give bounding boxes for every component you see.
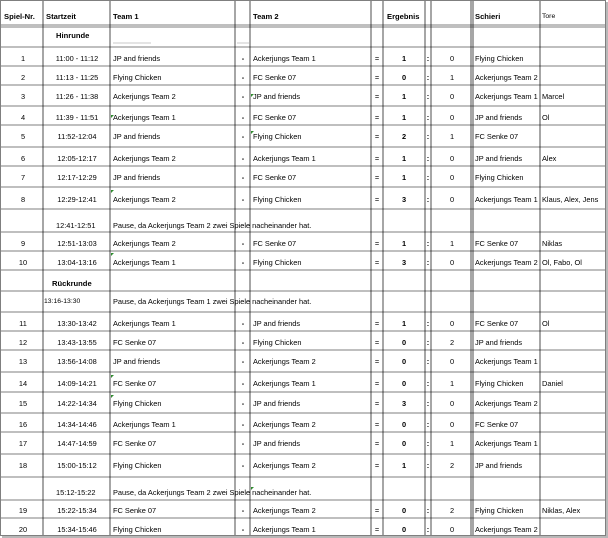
score-colon: : [426, 399, 430, 408]
team2-name: Flying Chicken [253, 258, 302, 267]
game-number: 17 [18, 439, 28, 448]
vs-dash: - [241, 506, 245, 515]
cell-comment-marker [111, 375, 114, 378]
score-team2: 0 [449, 399, 455, 408]
score-team1: 1 [401, 319, 407, 328]
team2-name: FC Senke 07 [253, 173, 297, 182]
team1-name: Ackerjungs Team 1 [113, 420, 176, 429]
team1-name: FC Senke 07 [113, 338, 157, 347]
pause-time: 12:41-12:51 [56, 221, 96, 230]
equals-sign: = [374, 338, 380, 347]
referee-name: FC Senke 07 [475, 132, 519, 141]
game-number: 10 [18, 258, 28, 267]
score-team1: 2 [401, 132, 407, 141]
team1-name: Flying Chicken [113, 399, 162, 408]
game-number: 13 [18, 357, 28, 366]
start-time: 15:22-15:34 [57, 506, 97, 515]
header-team1: Team 1 [113, 12, 139, 21]
team1-name: Flying Chicken [113, 461, 162, 470]
score-team1: 3 [401, 258, 407, 267]
score-team2: 0 [449, 113, 455, 122]
score-colon: : [426, 173, 430, 182]
start-time: 14:47-14:59 [57, 439, 97, 448]
score-team1: 0 [401, 525, 407, 534]
score-colon: : [426, 154, 430, 163]
scorers-text: Marcel [542, 92, 565, 101]
score-team1: 0 [401, 420, 407, 429]
referee-name: Ackerjungs Team 1 [475, 439, 538, 448]
team2-name: Ackerjungs Team 1 [253, 379, 316, 388]
start-time: 12:51-13:03 [57, 239, 97, 248]
referee-name: JP and friends [475, 154, 523, 163]
game-number: 19 [18, 506, 28, 515]
header-team2: Team 2 [253, 12, 279, 21]
team1-name: FC Senke 07 [113, 506, 157, 515]
score-team2: 0 [449, 525, 455, 534]
scorers-text: Niklas, Alex [542, 506, 581, 515]
vs-dash: - [241, 357, 245, 366]
team2-name: Ackerjungs Team 2 [253, 357, 316, 366]
equals-sign: = [374, 195, 380, 204]
vs-dash: - [241, 379, 245, 388]
pause-text: Pause, da Ackerjungs Team 2 zwei Spiele nacheinander hat. [113, 488, 312, 497]
team2-name: Ackerjungs Team 2 [253, 506, 316, 515]
score-team1: 3 [401, 195, 407, 204]
equals-sign: = [374, 239, 380, 248]
scorers-text: Ol [542, 319, 550, 328]
score-team2: 0 [449, 195, 455, 204]
equals-sign: = [374, 92, 380, 101]
vs-dash: - [241, 439, 245, 448]
start-time: 11:39 - 11:51 [55, 113, 99, 122]
vs-dash: - [241, 525, 245, 534]
pause-text: Pause, da Ackerjungs Team 1 zwei Spiele nacheinander hat. [113, 297, 312, 306]
score-colon: : [426, 113, 430, 122]
score-team2: 2 [449, 506, 455, 515]
score-team2: 1 [449, 73, 455, 82]
score-team2: 0 [449, 54, 455, 63]
score-team1: 3 [401, 399, 407, 408]
team2-name: Flying Chicken [253, 132, 302, 141]
equals-sign: = [374, 357, 380, 366]
score-team1: 0 [401, 73, 407, 82]
team2-name: JP and friends [253, 92, 301, 101]
vs-dash: - [241, 113, 245, 122]
team2-name: Ackerjungs Team 1 [253, 154, 316, 163]
score-team1: 1 [401, 461, 407, 470]
score-team1: 1 [401, 154, 407, 163]
scorers-text: Niklas [542, 239, 563, 248]
score-colon: : [426, 73, 430, 82]
score-colon: : [426, 338, 430, 347]
score-team2: 0 [449, 92, 455, 101]
game-number: 15 [18, 399, 28, 408]
vs-dash: - [241, 195, 245, 204]
referee-name: Flying Chicken [475, 379, 524, 388]
cell-comment-marker [251, 487, 254, 490]
game-number: 12 [18, 338, 28, 347]
game-number: 2 [20, 73, 26, 82]
scorers-text: Klaus, Alex, Jens [542, 195, 599, 204]
game-number: 4 [20, 113, 26, 122]
score-colon: : [426, 239, 430, 248]
referee-name: Ackerjungs Team 1 [475, 195, 538, 204]
score-colon: : [426, 92, 430, 101]
start-time: 13:43-13:55 [57, 338, 97, 347]
team1-name: JP and friends [113, 357, 161, 366]
pause-time: 15:12-15:22 [56, 488, 96, 497]
vs-dash: - [241, 92, 245, 101]
referee-name: FC Senke 07 [475, 420, 519, 429]
referee-name: Ackerjungs Team 2 [475, 73, 538, 82]
equals-sign: = [374, 54, 380, 63]
game-number: 11 [19, 319, 27, 328]
cell-comment-marker [251, 131, 254, 134]
referee-name: Ackerjungs Team 1 [475, 92, 538, 101]
start-time: 11:26 - 11:38 [55, 92, 99, 101]
referee-name: Ackerjungs Team 2 [475, 258, 538, 267]
team1-name: Ackerjungs Team 1 [113, 319, 176, 328]
score-team2: 2 [449, 338, 455, 347]
vs-dash: - [241, 132, 245, 141]
score-team1: 0 [401, 506, 407, 515]
team2-name: Ackerjungs Team 1 [253, 54, 316, 63]
score-colon: : [426, 319, 430, 328]
score-team1: 1 [401, 54, 407, 63]
team1-name: Ackerjungs Team 2 [113, 154, 176, 163]
pause-text: Pause, da Ackerjungs Team 2 zwei Spiele nacheinander hat. [113, 221, 312, 230]
team2-name: JP and friends [253, 399, 301, 408]
team2-name: Flying Chicken [253, 338, 302, 347]
start-time: 12:17-12:29 [57, 173, 97, 182]
equals-sign: = [374, 439, 380, 448]
referee-name: JP and friends [475, 338, 523, 347]
game-number: 7 [20, 173, 26, 182]
score-team1: 0 [401, 338, 407, 347]
team1-name: Ackerjungs Team 2 [113, 195, 176, 204]
team2-name: JP and friends [253, 319, 301, 328]
score-colon: : [426, 357, 430, 366]
team1-name: JP and friends [113, 173, 161, 182]
section-rueckrunde-label: Rückrunde [52, 279, 92, 288]
header-ergebnis: Ergebnis [387, 12, 420, 21]
start-time: 12:05-12:17 [57, 154, 97, 163]
equals-sign: = [374, 132, 380, 141]
team1-name: FC Senke 07 [113, 439, 157, 448]
score-team1: 1 [401, 113, 407, 122]
game-number: 20 [18, 525, 28, 534]
header-spiel-nr: Spiel-Nr. [4, 12, 35, 21]
equals-sign: = [374, 173, 380, 182]
vs-dash: - [241, 399, 245, 408]
score-team2: 0 [449, 258, 455, 267]
team1-name: FC Senke 07 [113, 379, 157, 388]
vs-dash: - [241, 420, 245, 429]
score-team2: 1 [449, 239, 455, 248]
game-number: 8 [20, 195, 26, 204]
vs-dash: - [241, 461, 245, 470]
score-team1: 1 [401, 173, 407, 182]
scorers-text: Daniel [542, 379, 563, 388]
score-colon: : [426, 420, 430, 429]
score-colon: : [426, 132, 430, 141]
score-team2: 0 [449, 357, 455, 366]
score-colon: : [426, 525, 430, 534]
game-number: 16 [18, 420, 28, 429]
equals-sign: = [374, 399, 380, 408]
equals-sign: = [374, 461, 380, 470]
team1-name: Ackerjungs Team 2 [113, 239, 176, 248]
header-startzeit: Startzeit [46, 12, 76, 21]
start-time: 15:34-15:46 [57, 525, 97, 534]
start-time: 14:22-14:34 [57, 399, 97, 408]
score-team2: 1 [449, 132, 455, 141]
team1-name: JP and friends [113, 132, 161, 141]
pause-time: 13:16-13:30 [44, 298, 81, 305]
score-colon: : [426, 258, 430, 267]
game-number: 18 [18, 461, 28, 470]
score-colon: : [426, 195, 430, 204]
start-time: 11:13 - 11:25 [55, 73, 99, 82]
score-team2: 0 [449, 154, 455, 163]
team2-name: JP and friends [253, 439, 301, 448]
team1-name: Ackerjungs Team 2 [113, 92, 176, 101]
scorers-text: Ol [542, 113, 550, 122]
vs-dash: - [241, 319, 245, 328]
score-team1: 0 [401, 439, 407, 448]
score-colon: : [426, 379, 430, 388]
team2-name: Ackerjungs Team 1 [253, 525, 316, 534]
team2-name: Flying Chicken [253, 195, 302, 204]
start-time: 11:52-12:04 [57, 132, 97, 141]
start-time: 14:09-14:21 [57, 379, 97, 388]
start-time: 13:04-13:16 [57, 258, 97, 267]
team2-name: Ackerjungs Team 2 [253, 420, 316, 429]
referee-name: JP and friends [475, 461, 523, 470]
equals-sign: = [374, 525, 380, 534]
equals-sign: = [374, 73, 380, 82]
cell-comment-marker [111, 395, 114, 398]
start-time: 11:00 - 11:12 [55, 54, 99, 63]
score-team1: 1 [401, 92, 407, 101]
team1-name: Flying Chicken [113, 73, 162, 82]
cell-comment-marker [111, 190, 114, 193]
vs-dash: - [241, 154, 245, 163]
score-team2: 0 [449, 319, 455, 328]
referee-name: Ackerjungs Team 1 [475, 357, 538, 366]
vs-dash: - [241, 258, 245, 267]
game-number: 6 [20, 154, 26, 163]
header-tore: Tore [542, 13, 556, 20]
score-colon: : [426, 54, 430, 63]
referee-name: FC Senke 07 [475, 319, 519, 328]
equals-sign: = [374, 258, 380, 267]
vs-dash: - [241, 173, 245, 182]
team1-name: JP and friends [113, 54, 161, 63]
cell-comment-marker [111, 253, 114, 256]
referee-name: Flying Chicken [475, 506, 524, 515]
game-number: 14 [18, 379, 28, 388]
equals-sign: = [374, 113, 380, 122]
referee-name: Ackerjungs Team 2 [475, 399, 538, 408]
referee-name: FC Senke 07 [475, 239, 519, 248]
vs-dash: - [241, 239, 245, 248]
cell-comment-marker [111, 115, 114, 118]
equals-sign: = [374, 319, 380, 328]
start-time: 15:00-15:12 [57, 461, 97, 470]
score-team2: 2 [449, 461, 455, 470]
team1-name: Flying Chicken [113, 525, 162, 534]
referee-name: Flying Chicken [475, 173, 524, 182]
start-time: 12:29-12:41 [57, 195, 97, 204]
equals-sign: = [374, 420, 380, 429]
score-team1: 0 [401, 357, 407, 366]
equals-sign: = [374, 154, 380, 163]
team2-name: Ackerjungs Team 2 [253, 461, 316, 470]
start-time: 14:34-14:46 [57, 420, 97, 429]
team2-name: FC Senke 07 [253, 73, 297, 82]
score-team2: 0 [449, 420, 455, 429]
team1-name: Ackerjungs Team 1 [113, 258, 176, 267]
section-hinrunde-label: Hinrunde [56, 31, 90, 40]
referee-name: Ackerjungs Team 2 [475, 525, 538, 534]
team2-name: FC Senke 07 [253, 239, 297, 248]
vs-dash: - [241, 338, 245, 347]
game-number: 3 [20, 92, 26, 101]
team1-name: Ackerjungs Team 1 [113, 113, 176, 122]
header-schieri: Schieri [475, 12, 501, 21]
vs-dash: - [241, 73, 245, 82]
start-time: 13:30-13:42 [57, 319, 97, 328]
score-colon: : [426, 439, 430, 448]
equals-sign: = [374, 506, 380, 515]
game-number: 1 [20, 54, 26, 63]
score-team1: 0 [401, 379, 407, 388]
score-colon: : [426, 461, 430, 470]
vs-dash: - [241, 54, 245, 63]
score-team1: 1 [401, 239, 407, 248]
cell-comment-marker [251, 94, 254, 97]
referee-name: Flying Chicken [475, 54, 524, 63]
score-team2: 1 [449, 379, 455, 388]
score-team2: 1 [449, 439, 455, 448]
start-time: 13:56-14:08 [57, 357, 97, 366]
scorers-text: Ol, Fabo, Ol [542, 258, 582, 267]
scorers-text: Alex [542, 154, 557, 163]
score-team2: 0 [449, 173, 455, 182]
game-number: 5 [20, 132, 26, 141]
game-number: 9 [20, 239, 26, 248]
score-colon: : [426, 506, 430, 515]
equals-sign: = [374, 379, 380, 388]
referee-name: JP and friends [475, 113, 523, 122]
team2-name: FC Senke 07 [253, 113, 297, 122]
